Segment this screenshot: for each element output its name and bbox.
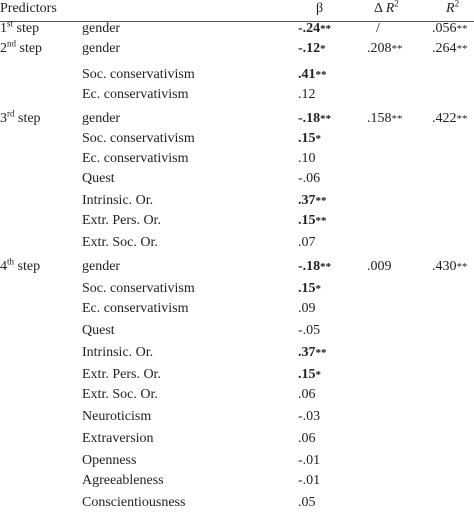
beta-value <box>298 258 331 276</box>
predictor-name: Ec. conservativism <box>82 151 189 166</box>
predictor-name: Extr. Soc. Or. <box>82 235 158 250</box>
beta-number: -.05 <box>298 323 321 338</box>
beta-number: .06 <box>298 431 316 446</box>
step-word: step <box>13 21 40 36</box>
header-delta-r: R <box>385 1 395 16</box>
beta-number: .15 <box>298 281 316 296</box>
predictor-name: Ec. conservativism <box>82 301 189 316</box>
significance-stars: ** <box>456 261 468 273</box>
beta-value <box>298 472 320 490</box>
significance-stars: ** <box>456 23 468 35</box>
beta-value <box>298 192 327 210</box>
beta-value <box>298 430 316 448</box>
predictor-name: gender <box>82 21 121 36</box>
beta-number: -.03 <box>298 409 321 424</box>
beta-value <box>298 110 331 128</box>
beta-value <box>298 170 320 188</box>
step-ordinal: nd <box>7 38 16 49</box>
predictor-name: Intrinsic. Or. <box>82 193 154 208</box>
significance-stars: ** <box>315 69 327 81</box>
predictor-name: Soc. conservativism <box>82 67 195 82</box>
beta-value <box>298 66 327 84</box>
significance-stars: ** <box>320 261 332 273</box>
header-beta: β <box>316 1 324 16</box>
delta-r2-value <box>367 110 403 128</box>
beta-number: .41 <box>298 67 316 82</box>
predictor-name: Intrinsic. Or. <box>82 345 154 360</box>
delta-r2-number: / <box>376 21 380 36</box>
beta-number: .07 <box>298 235 316 250</box>
beta-value <box>298 130 321 148</box>
beta-value <box>298 300 316 318</box>
significance-stars: ** <box>315 195 327 207</box>
predictor-name: Ec. conservativism <box>82 87 189 102</box>
predictor-name: gender <box>82 259 121 274</box>
significance-stars: ** <box>456 113 468 125</box>
beta-number: -.24 <box>298 21 321 36</box>
delta-r2-number: .208 <box>367 41 392 56</box>
step-ordinal: th <box>7 256 15 267</box>
significance-stars: ** <box>315 215 327 227</box>
beta-value <box>298 452 320 470</box>
predictor-name: Openness <box>82 453 137 468</box>
significance-stars: * <box>315 133 321 145</box>
header-r2 <box>446 0 459 18</box>
beta-number: -.01 <box>298 453 321 468</box>
beta-number: .15 <box>298 213 316 228</box>
step-number: 3 <box>0 111 7 126</box>
significance-stars: ** <box>320 23 332 35</box>
predictor-name: gender <box>82 41 121 56</box>
r2-value <box>432 20 468 38</box>
predictor-name: Quest <box>82 323 115 338</box>
step-label <box>0 40 42 58</box>
header-r2-r: R <box>446 1 455 16</box>
beta-value <box>298 40 326 58</box>
beta-number: .12 <box>298 87 316 102</box>
predictor-name: Extraversion <box>82 431 154 446</box>
beta-number: -.06 <box>298 171 321 186</box>
step-label <box>0 20 39 38</box>
step-word: step <box>14 259 41 274</box>
beta-number: -.01 <box>298 473 321 488</box>
beta-value <box>298 408 320 426</box>
beta-value <box>298 212 327 230</box>
beta-number: .15 <box>298 367 316 382</box>
header-rule <box>0 21 474 22</box>
beta-value <box>298 280 321 298</box>
step-label <box>0 110 41 128</box>
beta-number: .10 <box>298 151 316 166</box>
significance-stars: * <box>320 43 326 55</box>
step-number: 1 <box>0 21 7 36</box>
step-label <box>0 258 40 276</box>
step-word: step <box>16 41 43 56</box>
delta-r2-value <box>376 20 380 38</box>
beta-value <box>298 386 316 404</box>
delta-r2-number: .158 <box>367 111 392 126</box>
step-word: step <box>14 111 41 126</box>
beta-value <box>298 150 316 168</box>
header-delta-prefix: Δ <box>374 1 386 16</box>
beta-number: .15 <box>298 131 316 146</box>
predictor-name: Extr. Pers. Or. <box>82 213 161 228</box>
significance-stars: ** <box>315 347 327 359</box>
step-ordinal: st <box>7 18 14 29</box>
significance-stars: * <box>315 283 321 295</box>
r2-number: .056 <box>432 21 457 36</box>
predictor-name: Conscientiousness <box>82 495 186 510</box>
table-header <box>0 0 474 22</box>
delta-r2-number: .009 <box>367 259 392 274</box>
step-number: 4 <box>0 259 7 274</box>
r2-number: .430 <box>432 259 457 274</box>
beta-number: .09 <box>298 301 316 316</box>
header-predictors: Predictors <box>0 1 57 16</box>
beta-value <box>298 322 320 340</box>
beta-number: -.18 <box>298 259 321 274</box>
beta-number: .06 <box>298 387 316 402</box>
r2-value <box>432 40 468 58</box>
predictor-name: Quest <box>82 171 115 186</box>
predictor-name: Soc. conservativism <box>82 131 195 146</box>
predictor-name: Agreeableness <box>82 473 164 488</box>
significance-stars: * <box>315 369 321 381</box>
r2-value <box>432 258 468 276</box>
beta-value <box>298 366 321 384</box>
beta-value <box>298 234 316 252</box>
delta-r2-value <box>367 258 392 276</box>
r2-number: .264 <box>432 41 457 56</box>
beta-number: .37 <box>298 193 316 208</box>
predictor-name: Extr. Soc. Or. <box>82 387 158 402</box>
beta-number: .05 <box>298 495 316 510</box>
significance-stars: ** <box>320 113 332 125</box>
beta-number: -.18 <box>298 111 321 126</box>
beta-number: .37 <box>298 345 316 360</box>
delta-r2-value <box>367 40 403 58</box>
header-delta-r2 <box>374 0 399 18</box>
beta-value <box>298 344 327 362</box>
predictor-name: Extr. Pers. Or. <box>82 367 161 382</box>
step-number: 2 <box>0 41 7 56</box>
beta-value <box>298 494 316 512</box>
header-delta-sq: 2 <box>394 0 399 9</box>
significance-stars: ** <box>391 113 403 125</box>
step-ordinal: rd <box>7 108 15 119</box>
significance-stars: ** <box>456 43 468 55</box>
predictor-name: gender <box>82 111 121 126</box>
predictor-name: Neuroticism <box>82 409 152 424</box>
significance-stars: ** <box>391 43 403 55</box>
beta-value <box>298 86 316 104</box>
beta-number: -.12 <box>298 41 321 56</box>
r2-number: .422 <box>432 111 457 126</box>
predictor-name: Soc. conservativism <box>82 281 195 296</box>
beta-value <box>298 20 331 38</box>
header-r2-sq: 2 <box>454 0 460 9</box>
r2-value <box>432 110 468 128</box>
